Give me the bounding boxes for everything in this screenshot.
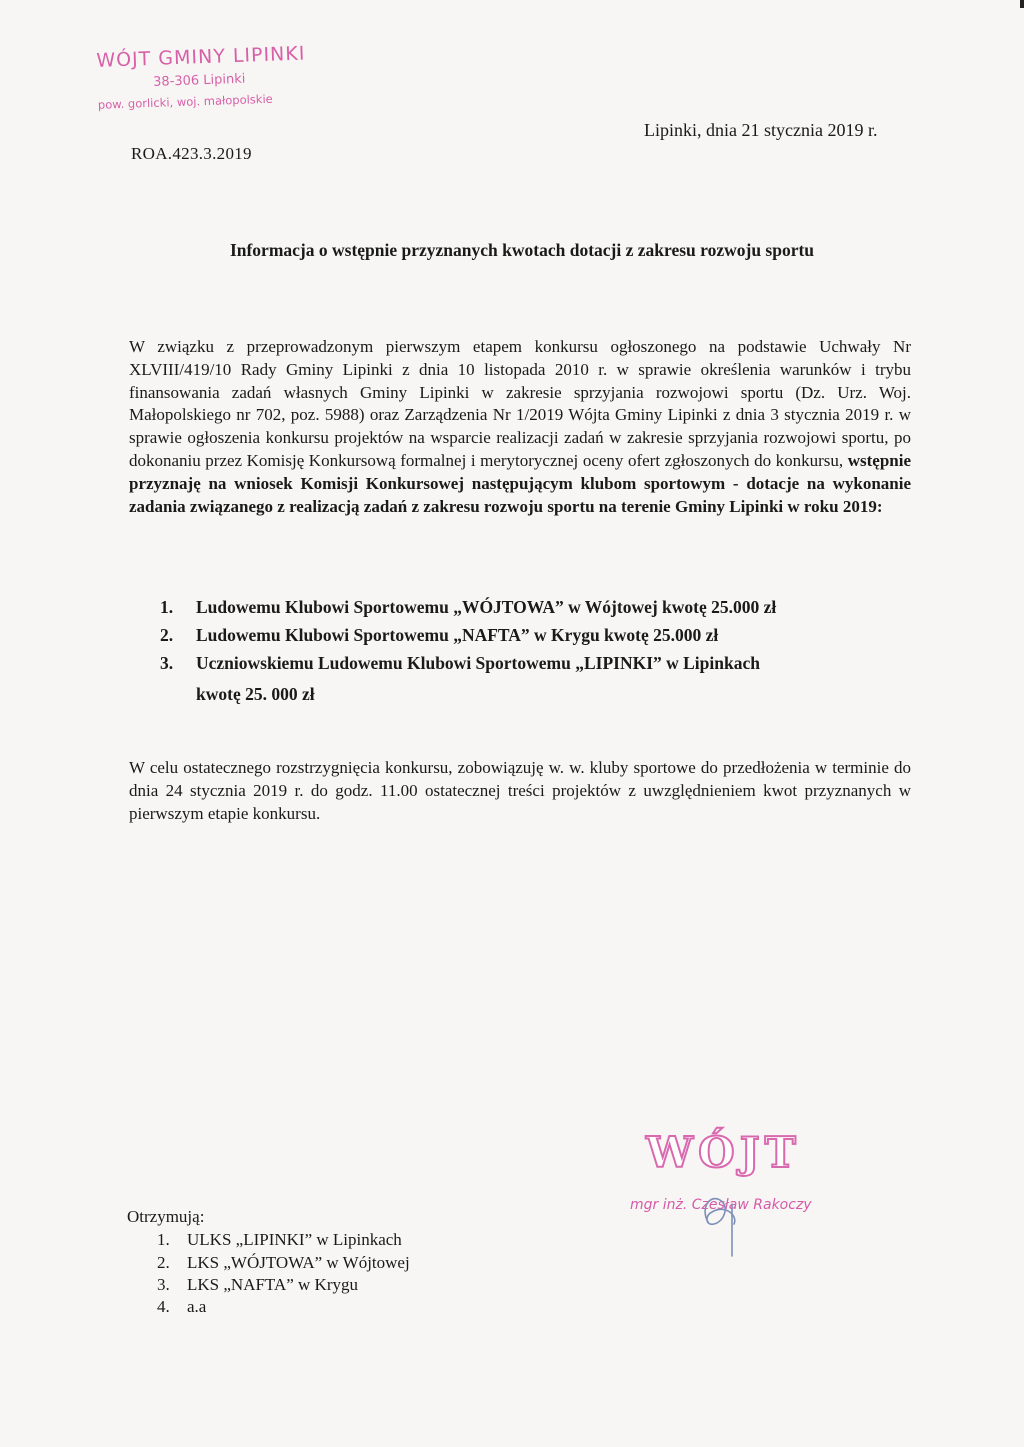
stamp-line-office: WÓJT GMINY LIPINKI bbox=[95, 42, 306, 72]
recipient-text: a.a bbox=[187, 1297, 207, 1317]
handwritten-signature-icon bbox=[686, 1164, 776, 1264]
place-and-date: Lipinki, dnia 21 stycznia 2019 r. bbox=[644, 120, 878, 140]
signature-name: mgr inż. Czesław Rakoczy bbox=[630, 1197, 812, 1213]
recipients-heading: Otrzymują: bbox=[127, 1207, 205, 1226]
award-number: 3. bbox=[160, 653, 174, 673]
signature-office: WÓJT bbox=[646, 1128, 801, 1177]
award-item bbox=[160, 649, 920, 677]
recipient-number: 4. bbox=[157, 1297, 170, 1317]
award-text: Ludowemu Klubowi Sportowemu „WÓJTOWA” w Wójtowej kwotę 25.000 zł bbox=[196, 597, 777, 617]
recipients-list bbox=[127, 1206, 410, 1318]
award-number: 1. bbox=[160, 597, 174, 617]
recipient-text: ULKS „LIPINKI” w Lipinkach bbox=[187, 1230, 402, 1250]
body-text-plain: W związku z przeprowadzonym pierwszym etapem konkursu ogłoszonego na podstawie Uchwały Nr XLVIII/419/10 Rady Gminy Lipinki z dnia 10 listopada 2010 r. w sprawie określenia warunków i trybu finansowania zadań własnych Gminy Lipinki w zakresie sprzyjania rozwojowi sportu (Dz. Urz. Woj. Małopolskiego nr 702, poz. 5988) oraz Zarządzenia Nr 1/2019 Wójta Gminy Lipinki z dnia 3 stycznia 2019 r. w sprawie ogłoszenia konkursu projektów na wsparcie realizacji zadań w zakresie sprzyjania rozwojowi sportu, po dokonaniu przez Komisję Konkursową formalnej i merytorycznej oceny ofert zgłoszonych do konkursu, bbox=[129, 337, 911, 470]
closing-paragraph: W celu ostatecznego rozstrzygnięcia konkursu, zobowiązuję w. w. kluby sportowe do przedłożenia w terminie do dnia 24 stycznia 2019 r. do godz. 11.00 ostatecznej treści projektów z uwzględnieniem kwot przyznanych w pierwszym etapie konkursu. bbox=[129, 758, 911, 823]
awards-list bbox=[160, 593, 920, 708]
award-item bbox=[160, 593, 920, 621]
body-text-bold: wstępnie przyznaję na wniosek Komisji Konkursowej następującym klubom sportowym - dotacje na wykonanie zadania związanego z realizacją zadań z zakresu rozwoju sportu na terenie Gminy Lipinki w roku 2019: bbox=[129, 450, 911, 516]
stamp-line-address: 38-306 Lipinki bbox=[152, 71, 246, 90]
recipient-item bbox=[157, 1229, 410, 1251]
award-text: Ludowemu Klubowi Sportowemu „NAFTA” w Krygu kwotę 25.000 zł bbox=[196, 625, 719, 645]
award-number: 2. bbox=[160, 625, 174, 645]
recipient-item bbox=[157, 1296, 410, 1318]
recipient-number: 3. bbox=[157, 1274, 170, 1294]
recipient-item bbox=[157, 1274, 410, 1296]
award-continuation: kwotę 25. 000 zł bbox=[196, 684, 315, 704]
award-item bbox=[160, 621, 920, 649]
recipient-text: LKS „WÓJTOWA” w Wójtowej bbox=[187, 1252, 410, 1272]
recipient-number: 2. bbox=[157, 1252, 170, 1272]
body-paragraph bbox=[129, 336, 911, 518]
award-text: Uczniowskiemu Ludowemu Klubowi Sportowemu „LIPINKI” w Lipinkach bbox=[196, 653, 760, 673]
scan-mark bbox=[1020, 0, 1024, 8]
stamp-line-region: pow. gorlicki, woj. małopolskie bbox=[97, 91, 273, 112]
recipient-text: LKS „NAFTA” w Krygu bbox=[187, 1274, 358, 1294]
reference-number: ROA.423.3.2019 bbox=[131, 144, 252, 163]
document-title: Informacja o wstępnie przyznanych kwotach dotacji z zakresu rozwoju sportu bbox=[229, 240, 815, 260]
recipient-item bbox=[157, 1252, 410, 1274]
office-stamp bbox=[92, 41, 344, 112]
recipient-number: 1. bbox=[157, 1230, 170, 1250]
